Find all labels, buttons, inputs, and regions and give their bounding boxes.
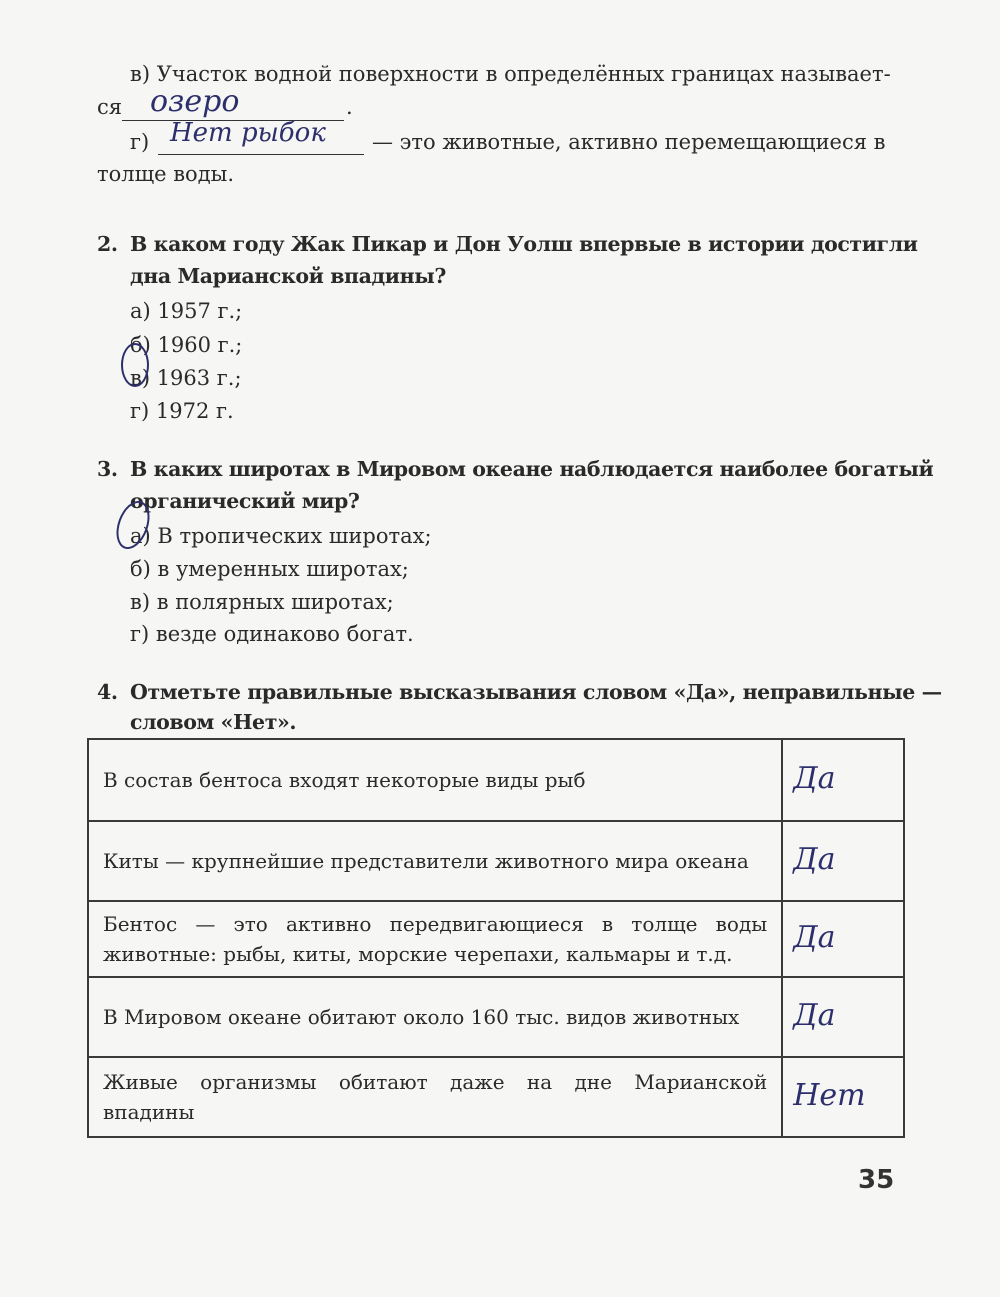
- handwritten-answer: Нет: [793, 1078, 866, 1113]
- question-4-text-line2: словом «Нет».: [130, 710, 297, 734]
- statement-cell: В состав бентоса входят некоторые виды рыб: [88, 739, 782, 821]
- question-2-text-line2: дна Марианской впадины?: [130, 264, 446, 288]
- true-false-table: [87, 738, 905, 1138]
- question-2-text-line1: В каком году Жак Пикар и Дон Уолш впервые в истории достигли: [130, 232, 918, 256]
- question-4-text-line1: Отметьте правильные высказывания словом «Да», неправильные —: [130, 680, 942, 704]
- handwritten-answer: Да: [793, 842, 836, 877]
- item-v-suffix: .: [346, 95, 353, 119]
- answer-cell[interactable]: [782, 977, 904, 1057]
- table-row: [88, 821, 904, 901]
- answer-cell[interactable]: [782, 739, 904, 821]
- answer-cell[interactable]: [782, 1057, 904, 1137]
- item-v-prefix: ся: [97, 95, 123, 119]
- question-3-option-g[interactable]: г) везде одинаково богат.: [130, 622, 414, 646]
- question-3-text-line2: органический мир?: [130, 489, 360, 513]
- table-row: [88, 901, 904, 977]
- question-2-option-g[interactable]: г) 1972 г.: [130, 399, 234, 423]
- question-4-number: 4.: [97, 680, 118, 704]
- handwritten-answer-g: Нет рыбок: [170, 118, 326, 148]
- table-row: [88, 1057, 904, 1137]
- question-2-number: 2.: [97, 232, 118, 256]
- handwritten-answer: Да: [793, 761, 836, 796]
- item-g-prefix: г): [130, 130, 150, 154]
- question-3-text-line1: В каких широтах в Мировом океане наблюдается наиболее богатый: [130, 457, 934, 481]
- handwritten-answer: Да: [793, 920, 836, 955]
- item-v-line1: в) Участок водной поверхности в определённых границах называет-: [130, 62, 891, 86]
- question-2-option-v[interactable]: в) 1963 г.;: [130, 366, 242, 390]
- selected-answer-circle: [121, 343, 149, 387]
- question-3-option-a[interactable]: а) В тропических широтах;: [130, 524, 432, 548]
- question-3-option-b[interactable]: б) в умеренных широтах;: [130, 557, 409, 581]
- question-3-option-v[interactable]: в) в полярных широтах;: [130, 590, 394, 614]
- answer-cell[interactable]: [782, 821, 904, 901]
- statement-cell: В Мировом океане обитают около 160 тыс. видов животных: [88, 977, 782, 1057]
- statement-cell: Живые организмы обитают даже на дне Марианской впадины: [88, 1057, 782, 1137]
- statement-cell: Киты — крупнейшие представители животного мира океана: [88, 821, 782, 901]
- answer-cell[interactable]: [782, 901, 904, 977]
- table-row: [88, 977, 904, 1057]
- statement-cell: Бентос — это активно передвигающиеся в толще воды животные: рыбы, киты, морские черепахи, кальмары и т.д.: [88, 901, 782, 977]
- page-number: 35: [858, 1165, 895, 1195]
- question-2-option-b[interactable]: б) 1960 г.;: [130, 333, 243, 357]
- item-g-line2: толще воды.: [97, 162, 235, 186]
- question-3-number: 3.: [97, 457, 118, 481]
- handwritten-answer-v: озеро: [150, 84, 240, 119]
- item-g-text: — это животные, активно перемещающиеся в: [372, 130, 886, 154]
- handwritten-answer: Да: [793, 998, 836, 1033]
- question-2-option-a[interactable]: а) 1957 г.;: [130, 299, 243, 323]
- table-row: [88, 739, 904, 821]
